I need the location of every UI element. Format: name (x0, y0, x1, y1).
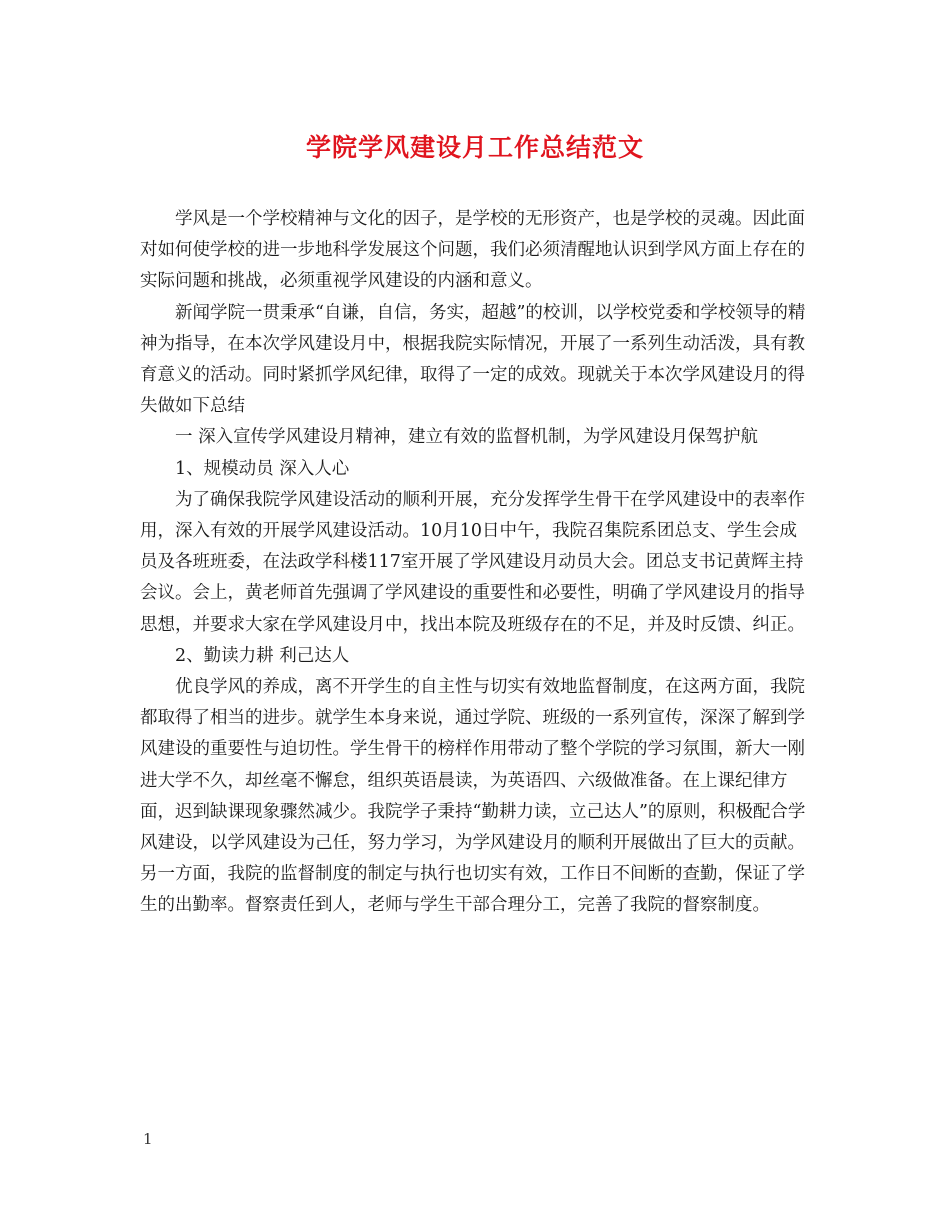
subsection-heading-1: 1、规模动员 深入人心 (175, 458, 350, 479)
document-title: 学院学风建设月工作总结范文 (305, 133, 644, 162)
paragraph-intro: 学风是一个学校精神与文化的因子，是学校的无形资产，也是学校的灵魂。因此面对如何使学校的进一步地科学发展这个问题，我们必须清醒地认识到学风方面上存在的实际问题和挑战，必须重视学风建设的内涵和意义。 (140, 209, 805, 292)
document-body (140, 204, 812, 922)
paragraph-mobilization: 为了确保我院学风建设活动的顺利开展，充分发挥学生骨干在学风建设中的表率作用，深入有效的开展学风建设活动。10月10日中午，我院召集院系团总支、学生会成员及各班班委，在法政学科楼117室开展了学风建设月动员大会。团总支书记黄辉主持会议。会上，黄老师首先强调了学风建设的重要性和必要性，明确了学风建设月的指导思想，并要求大家在学风建设月中，找出本院及班级存在的不足，并及时反馈、纠正。 (140, 489, 805, 635)
subsection-heading-2: 2、勤读力耕 利己达人 (175, 645, 350, 666)
page-number: 1 (143, 1130, 153, 1148)
section-heading-1: 一 深入宣传学风建设月精神，建立有效的监督机制，为学风建设月保驾护航 (175, 427, 759, 448)
paragraph-background: 新闻学院一贯秉承“自谦，自信，务实，超越”的校训，以学校党委和学校领导的精神为指导，在本次学风建设月中，根据我院实际情况，开展了一系列生动活泼，具有教育意义的活动。同时紧抓学风纪律，取得了一定的成效。现就关于本次学风建设月的得失做如下总结 (140, 302, 806, 417)
paragraph-study-habits: 优良学风的养成，离不开学生的自主性与切实有效地监督制度，在这两方面，我院都取得了相当的进步。就学生本身来说，通过学院、班级的一系列宣传，深深了解到学风建设的重要性与迫切性。学生骨干的榜样作用带动了整个学院的学习氛围，新大一刚进大学不久，却丝毫不懈怠，组织英语晨读，为英语四、六级做准备。在上课纪律方面，迟到缺课现象骤然减少。我院学子秉持“勤耕力读，立己达人”的原则，积极配合学风建设，以学风建设为己任，努力学习，为学风建设月的顺利开展做出了巨大的贡献。另一方面，我院的监督制度的制定与执行也切实有效，工作日不间断的查勤，保证了学生的出勤率。督察责任到人，老师与学生干部合理分工，完善了我院的督察制度。 (140, 677, 806, 916)
